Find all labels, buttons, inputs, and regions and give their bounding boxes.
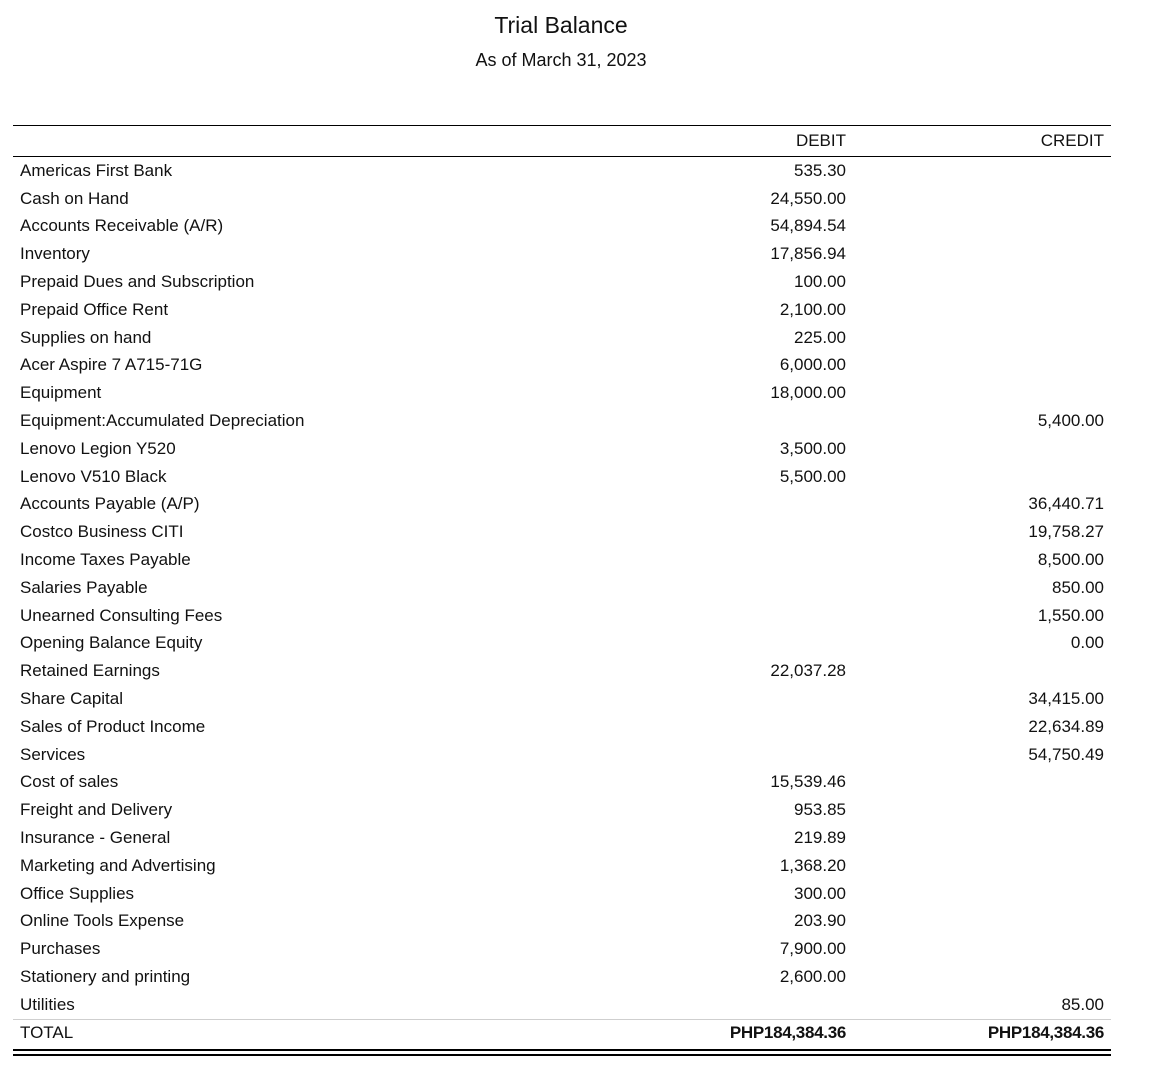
table-row	[13, 824, 1111, 852]
total-row	[13, 1019, 1111, 1046]
account-name: Accounts Payable (A/P)	[20, 494, 200, 514]
account-name: Lenovo Legion Y520	[20, 438, 176, 458]
total-debit: PHP184,384.36	[593, 1019, 863, 1046]
account-name: Supplies on hand	[20, 327, 152, 347]
debit-amount: 1,368.20	[779, 855, 846, 875]
credit-amount	[863, 463, 1111, 491]
debit-amount	[593, 546, 863, 574]
debit-amount: 953.85	[794, 800, 846, 820]
credit-amount: 34,415.00	[1028, 689, 1104, 709]
double-underline	[13, 1049, 1111, 1056]
trial-balance-table	[13, 125, 1111, 1046]
debit-amount	[593, 741, 863, 769]
credit-amount: 54,750.49	[1028, 744, 1104, 764]
table-row	[13, 963, 1111, 991]
debit-amount	[593, 491, 863, 519]
debit-amount: 54,894.54	[770, 216, 846, 236]
account-name: Prepaid Dues and Subscription	[20, 272, 255, 292]
debit-amount	[593, 518, 863, 546]
credit-amount	[863, 880, 1111, 908]
credit-amount	[863, 324, 1111, 352]
account-name: Salaries Payable	[20, 577, 148, 597]
report-title: Trial Balance	[494, 12, 628, 38]
debit-amount: 5,500.00	[779, 466, 846, 486]
table-row	[13, 463, 1111, 491]
debit-amount	[593, 407, 863, 435]
table-row	[13, 769, 1111, 797]
account-name: Share Capital	[20, 689, 124, 709]
table-row	[13, 379, 1111, 407]
credit-amount	[863, 379, 1111, 407]
debit-amount: 7,900.00	[779, 939, 846, 959]
account-name: Utilities	[20, 994, 75, 1014]
credit-amount	[863, 185, 1111, 213]
credit-amount	[863, 352, 1111, 380]
credit-amount: 22,634.89	[1028, 716, 1104, 736]
column-header-debit: DEBIT	[593, 126, 863, 157]
credit-amount	[863, 769, 1111, 797]
table-row	[13, 741, 1111, 769]
credit-amount: 19,758.27	[1028, 522, 1104, 542]
debit-amount: 18,000.00	[770, 383, 846, 403]
table-row	[13, 491, 1111, 519]
credit-amount	[863, 435, 1111, 463]
total-credit: PHP184,384.36	[863, 1019, 1111, 1046]
account-name: Office Supplies	[20, 883, 135, 903]
account-name: Americas First Bank	[20, 160, 173, 180]
table-row	[13, 574, 1111, 602]
credit-amount	[863, 296, 1111, 324]
debit-amount	[593, 991, 863, 1019]
debit-amount: 2,100.00	[779, 299, 846, 319]
table-row	[13, 240, 1111, 268]
table-row	[13, 296, 1111, 324]
debit-amount: 3,500.00	[779, 438, 846, 458]
debit-amount: 2,600.00	[779, 967, 846, 986]
credit-amount	[863, 268, 1111, 296]
account-name: Acer Aspire 7 A715-71G	[20, 355, 203, 375]
account-name: Inventory	[20, 244, 90, 264]
table-row	[13, 602, 1111, 630]
account-name: Freight and Delivery	[20, 800, 173, 820]
account-name: Sales of Product Income	[20, 716, 206, 736]
debit-amount	[593, 602, 863, 630]
account-name: Accounts Receivable (A/R)	[20, 216, 224, 236]
table-body	[13, 157, 1111, 1020]
account-name: Stationery and printing	[20, 967, 191, 986]
debit-amount: 24,550.00	[770, 188, 846, 208]
credit-amount: 36,440.71	[1028, 494, 1104, 514]
account-name: Equipment	[20, 383, 102, 403]
table-row	[13, 630, 1111, 658]
account-name: Cost of sales	[20, 772, 119, 792]
account-name: Income Taxes Payable	[20, 550, 191, 570]
total-label: TOTAL	[13, 1019, 593, 1046]
debit-amount	[593, 630, 863, 658]
credit-amount	[863, 935, 1111, 963]
account-name: Unearned Consulting Fees	[20, 605, 223, 625]
table-row	[13, 352, 1111, 380]
credit-amount	[863, 796, 1111, 824]
credit-amount	[863, 824, 1111, 852]
credit-amount	[863, 240, 1111, 268]
credit-amount	[863, 657, 1111, 685]
account-name: Opening Balance Equity	[20, 633, 203, 653]
table-row	[13, 546, 1111, 574]
table-row	[13, 324, 1111, 352]
account-name: Retained Earnings	[20, 661, 160, 681]
table-row	[13, 685, 1111, 713]
debit-amount	[593, 574, 863, 602]
table-row	[13, 935, 1111, 963]
account-name: Services	[20, 744, 86, 764]
table-row	[13, 852, 1111, 880]
debit-amount: 6,000.00	[779, 355, 846, 375]
debit-amount: 300.00	[794, 883, 846, 903]
table-row	[13, 657, 1111, 685]
debit-amount: 225.00	[794, 327, 846, 347]
credit-amount: 8,500.00	[1037, 550, 1104, 570]
debit-amount: 535.30	[794, 160, 846, 180]
table-row	[13, 880, 1111, 908]
table-row	[13, 157, 1111, 185]
table-row	[13, 796, 1111, 824]
account-name: Insurance - General	[20, 828, 171, 848]
table-row	[13, 908, 1111, 936]
credit-amount	[863, 963, 1111, 991]
table-row	[13, 991, 1111, 1019]
credit-amount: 0.00	[1070, 633, 1104, 653]
debit-amount: 219.89	[794, 828, 846, 848]
table-row	[13, 185, 1111, 213]
table-row	[13, 407, 1111, 435]
credit-amount: 1,550.00	[1037, 605, 1104, 625]
account-name: Cash on Hand	[20, 188, 129, 208]
table-row	[13, 268, 1111, 296]
account-name: Online Tools Expense	[20, 911, 185, 931]
trial-balance-report	[13, 125, 1111, 1056]
debit-amount: 100.00	[794, 272, 846, 292]
debit-amount	[593, 713, 863, 741]
credit-amount: 85.00	[1061, 994, 1104, 1014]
credit-amount	[863, 908, 1111, 936]
credit-amount	[863, 157, 1111, 185]
table-row	[13, 713, 1111, 741]
account-name: Costco Business CITI	[20, 522, 184, 542]
debit-amount: 203.90	[794, 911, 846, 931]
debit-amount: 15,539.46	[770, 772, 846, 792]
column-header-credit: CREDIT	[863, 126, 1111, 157]
account-name: Lenovo V510 Black	[20, 466, 167, 486]
debit-amount	[593, 685, 863, 713]
column-header-account	[13, 126, 593, 157]
account-name: Equipment:Accumulated Depreciation	[20, 411, 305, 431]
credit-amount	[863, 213, 1111, 241]
credit-amount: 5,400.00	[1037, 411, 1104, 431]
table-row	[13, 435, 1111, 463]
debit-amount: 17,856.94	[770, 244, 846, 264]
account-name: Purchases	[20, 939, 101, 959]
table-row	[13, 213, 1111, 241]
report-subtitle: As of March 31, 2023	[475, 50, 647, 70]
account-name: Marketing and Advertising	[20, 855, 216, 875]
account-name: Prepaid Office Rent	[20, 299, 169, 319]
debit-amount: 22,037.28	[770, 661, 846, 681]
credit-amount	[863, 852, 1111, 880]
table-header-row	[13, 126, 1111, 157]
table-row	[13, 518, 1111, 546]
credit-amount: 850.00	[1052, 577, 1104, 597]
